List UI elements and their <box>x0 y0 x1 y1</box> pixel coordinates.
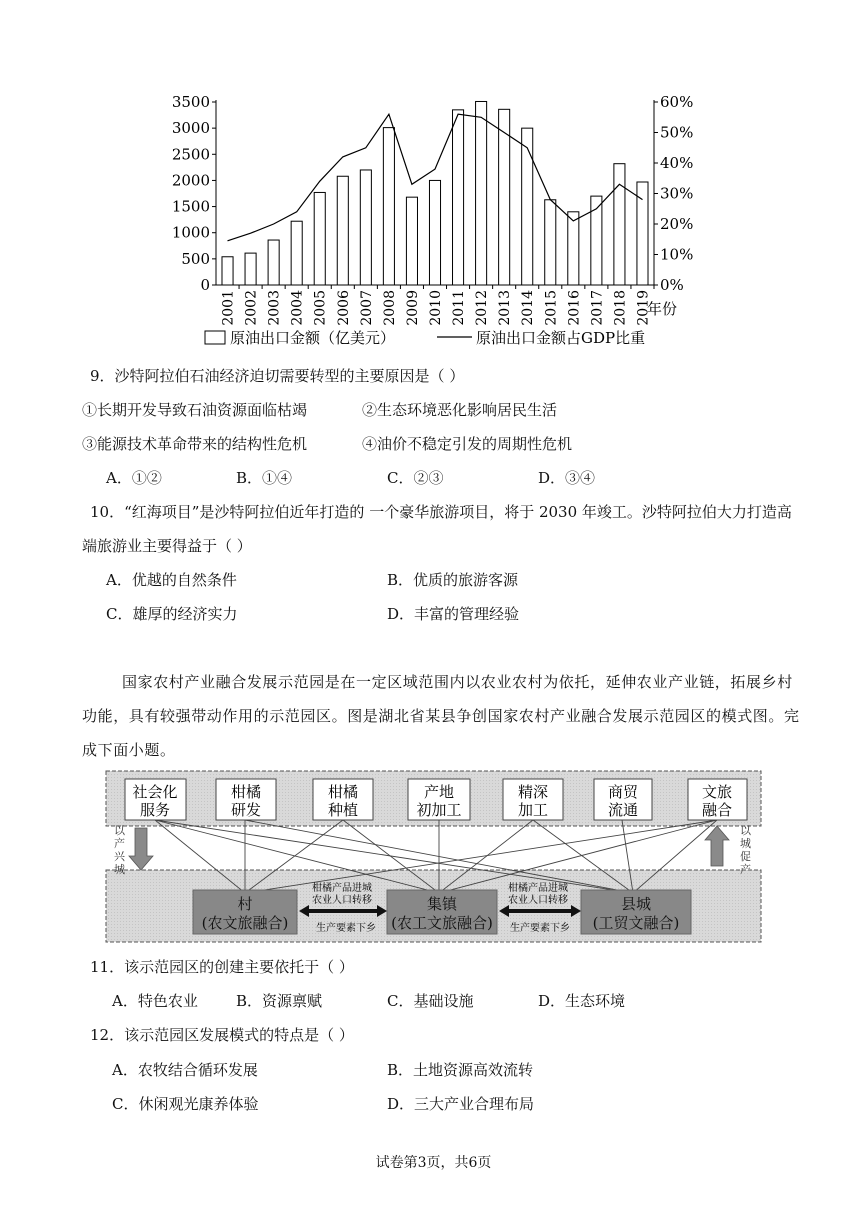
bar-2016 <box>568 212 579 285</box>
top-box-trade <box>594 779 652 820</box>
arrow2-top-label-1: 柑橘产品进城 <box>508 883 568 894</box>
q12-stem: 12．该示范园区发展模式的特点是（ ） <box>90 1026 354 1044</box>
arrow1-top-label-1: 柑橘产品进城 <box>312 883 372 894</box>
x-tick-label-2019: 2019 <box>635 290 652 326</box>
arrow2-bottom-label: 生产要素下乡 <box>510 923 570 934</box>
x-tick-label-2001: 2001 <box>220 290 237 326</box>
left-label-char-3: 兴 <box>114 850 125 863</box>
q10-option-c[interactable]: C．雄厚的经济实力 <box>106 605 238 623</box>
bar-2007 <box>360 170 371 285</box>
top-box-research-l1: 柑橘 <box>230 783 262 801</box>
oil-export-chart <box>0 80 867 352</box>
q12-option-b[interactable]: B．土地资源高效流转 <box>387 1061 534 1079</box>
legend-bar-label: 原油出口金额（亿美元） <box>230 329 396 347</box>
legend-line-label: 原油出口金额占GDP比重 <box>476 329 646 347</box>
q11-option-c[interactable]: C．基础设施 <box>387 992 474 1010</box>
bottom-box-town-l1: 集镇 <box>426 895 458 913</box>
left-tick-label: 3500 <box>171 93 210 111</box>
passage-line-1: 国家农村产业融合发展示范园是在一定区域范围内以农业农村为依托，延伸农业产业链，拓展乡村 <box>122 673 793 691</box>
top-box-planting-l1: 柑橘 <box>327 783 359 801</box>
bottom-box-county-l2: (工贸文融合) <box>592 914 680 932</box>
bottom-box-county-l1: 县城 <box>620 895 652 913</box>
right-tick-label: 10% <box>660 245 694 264</box>
x-tick-label-2003: 2003 <box>266 290 283 326</box>
q9-statement-1: ①长期开发导致石油资源面临枯竭 <box>82 401 308 419</box>
x-tick-label-2008: 2008 <box>381 290 398 326</box>
industry-integration-diagram <box>0 768 867 946</box>
top-box-primary-l1: 产地 <box>423 783 455 801</box>
left-label-char-2: 产 <box>114 837 125 850</box>
bar-2018 <box>614 164 625 285</box>
q10-stem-line2: 端旅游业主要得益于（ ） <box>82 537 252 555</box>
top-box-research <box>216 779 276 820</box>
x-tick-label-2013: 2013 <box>497 290 514 326</box>
q11-option-a[interactable]: A．特色农业 <box>112 992 198 1010</box>
bar-2006 <box>337 176 348 285</box>
right-tick-label: 40% <box>660 154 694 172</box>
right-side-label <box>740 824 755 876</box>
bar-2004 <box>291 221 302 285</box>
x-tick-label-2012: 2012 <box>474 290 491 326</box>
x-tick-label-2002: 2002 <box>243 290 260 326</box>
top-box-deep-processing <box>503 779 563 820</box>
bar-2001 <box>222 257 233 285</box>
x-tick-label-2009: 2009 <box>404 290 421 326</box>
q9-statement-4: ④油价不稳定引发的周期性危机 <box>362 435 573 453</box>
bar-2009 <box>406 197 417 285</box>
top-box-primary-processing <box>408 779 470 820</box>
q10-option-d[interactable]: D．丰富的管理经验 <box>387 605 520 623</box>
x-tick-label-2011: 2011 <box>451 290 468 326</box>
arrow1-top-label-2: 农业人口转移 <box>312 895 372 906</box>
left-tick-label: 2000 <box>171 171 210 190</box>
q11-option-b[interactable]: B．资源禀赋 <box>236 992 323 1010</box>
left-tick-label: 0 <box>200 276 210 294</box>
left-tick-label: 1500 <box>171 197 210 216</box>
q10-option-a[interactable]: A．优越的自然条件 <box>106 571 237 589</box>
bar-2008 <box>383 128 394 285</box>
legend-bar-swatch <box>205 331 225 344</box>
q9-statement-2: ②生态环境恶化影响居民生活 <box>362 401 558 419</box>
x-tick-label-2006: 2006 <box>335 290 352 326</box>
q12-option-c[interactable]: C．休闲观光康养体验 <box>112 1095 259 1113</box>
q9-option-a[interactable]: A．①② <box>106 469 162 487</box>
top-box-tourism <box>688 779 747 820</box>
x-axis-label: 年份 <box>647 300 678 318</box>
x-tick-label-2014: 2014 <box>520 290 537 326</box>
top-box-service-l2: 服务 <box>139 801 171 819</box>
bottom-box-town-l2: (农工文旅融合) <box>391 914 493 932</box>
q10-stem-line1: 10．“红海项目”是沙特阿拉伯近年打造的 一个豪华旅游项目，将于 2030 年竣工。沙特阿拉伯大力打造高 <box>90 503 792 521</box>
bar-2002 <box>245 253 256 285</box>
top-box-trade-l2: 流通 <box>607 801 639 819</box>
left-tick-label: 1000 <box>171 223 210 242</box>
bottom-box-village <box>193 890 297 934</box>
down-arrow-icon <box>129 828 153 870</box>
bottom-box-county <box>581 890 691 934</box>
right-label-char-3: 促 <box>740 850 751 863</box>
q11-option-d[interactable]: D．生态环境 <box>538 992 626 1010</box>
top-box-service <box>125 779 186 820</box>
bar-2003 <box>268 240 279 285</box>
x-tick-label-2016: 2016 <box>566 290 583 326</box>
passage-line-3: 成下面小题。 <box>82 741 176 759</box>
top-box-trade-l1: 商贸 <box>607 783 639 801</box>
arrow1-bottom-label: 生产要素下乡 <box>316 923 376 934</box>
q12-option-d[interactable]: D．三大产业合理布局 <box>387 1095 535 1113</box>
left-side-label <box>114 824 129 876</box>
top-box-planting <box>313 779 373 820</box>
bar-2014 <box>522 128 533 285</box>
left-label-char-4: 城 <box>114 863 125 876</box>
x-tick-label-2010: 2010 <box>428 290 444 326</box>
bar-2012 <box>476 101 487 285</box>
x-tick-label-2015: 2015 <box>543 290 560 326</box>
q9-statement-3: ③能源技术革命带来的结构性危机 <box>82 435 308 453</box>
right-label-char-1: 以 <box>740 824 751 837</box>
arrow2-top-label-2: 农业人口转移 <box>508 895 568 906</box>
x-tick-label-2005: 2005 <box>312 290 329 326</box>
right-tick-label: 60% <box>660 93 694 111</box>
x-tick-label-2007: 2007 <box>358 290 375 326</box>
right-label-char-4: 产 <box>740 863 751 876</box>
q9-stem: 9．沙特阿拉伯石油经济迫切需要转型的主要原因是（ ） <box>90 367 465 385</box>
q9-option-c[interactable]: C．②③ <box>387 469 444 487</box>
left-tick-label: 500 <box>181 249 210 268</box>
top-box-tourism-l2: 融合 <box>701 801 733 819</box>
top-box-deep-l2: 加工 <box>517 801 549 819</box>
bottom-box-village-l2: (农文旅融合) <box>201 914 289 932</box>
right-tick-label: 20% <box>660 215 694 233</box>
x-tick-label-2004: 2004 <box>289 290 306 326</box>
q11-stem: 11．该示范园区的创建主要依托于（ ） <box>90 958 354 976</box>
bar-2015 <box>545 200 556 285</box>
bottom-box-village-l1: 村 <box>237 895 253 913</box>
right-tick-label: 0% <box>660 276 684 294</box>
bar-2010 <box>429 180 440 285</box>
bar-2011 <box>453 110 464 285</box>
right-tick-label: 50% <box>660 123 694 142</box>
top-box-tourism-l1: 文旅 <box>701 783 733 801</box>
passage-line-2: 功能，具有较强带动作用的示范园区。图是湖北省某县争创国家农村产业融合发展示范园区的模式图。完 <box>82 707 800 725</box>
page-footer: 试卷第3页，共6页 <box>375 1155 492 1171</box>
left-tick-label: 3000 <box>171 119 210 138</box>
q10-option-b[interactable]: B．优质的旅游客源 <box>387 571 519 589</box>
right-tick-label: 30% <box>660 184 694 203</box>
right-label-char-2: 城 <box>740 837 751 850</box>
top-box-service-l1: 社会化 <box>132 783 178 801</box>
left-label-char-1: 以 <box>114 824 125 837</box>
top-box-research-l2: 研发 <box>230 801 262 819</box>
q9-option-d[interactable]: D．③④ <box>538 469 596 487</box>
x-tick-label-2017: 2017 <box>589 290 606 326</box>
top-box-primary-l2: 初加工 <box>416 801 462 819</box>
q12-option-a[interactable]: A．农牧结合循环发展 <box>112 1061 258 1079</box>
q9-option-b[interactable]: B．①④ <box>236 469 293 487</box>
top-box-planting-l2: 种植 <box>327 801 359 819</box>
bar-2005 <box>314 192 325 285</box>
up-arrow-icon <box>705 826 729 866</box>
x-tick-label-2018: 2018 <box>612 290 629 326</box>
left-tick-label: 2500 <box>171 145 210 164</box>
bottom-box-town <box>387 890 497 934</box>
top-box-deep-l1: 精深 <box>517 783 549 801</box>
